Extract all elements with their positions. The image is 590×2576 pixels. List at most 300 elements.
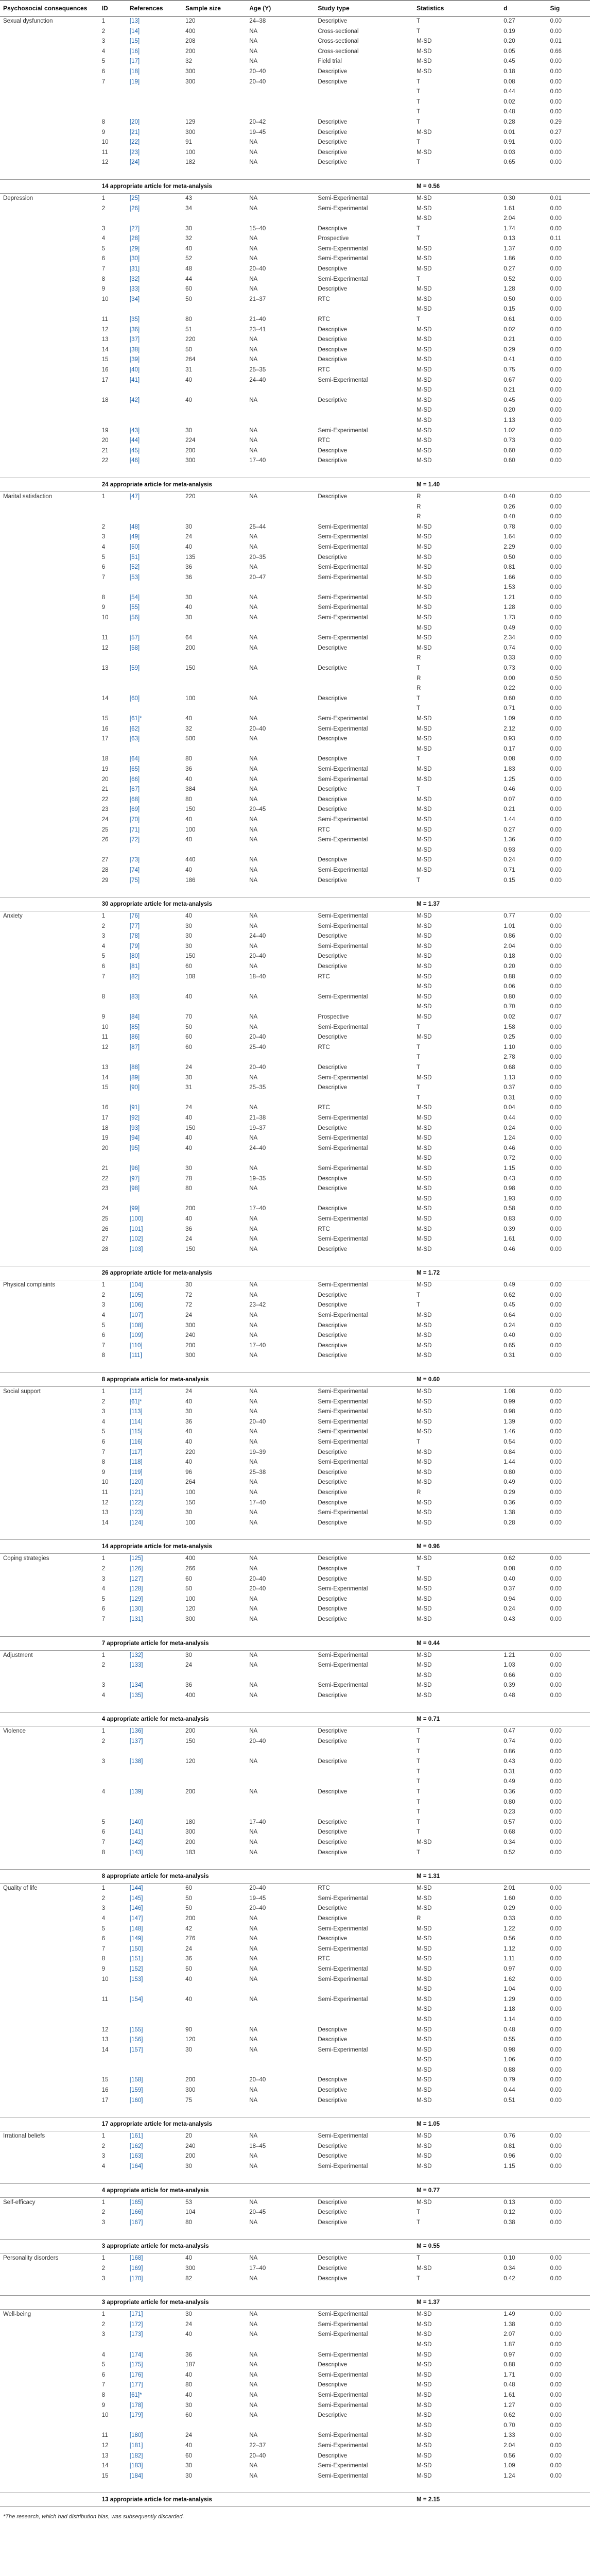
references-cell[interactable]: [173] xyxy=(129,2331,143,2338)
references-cell[interactable]: [85] xyxy=(129,1024,140,1030)
sig-cell: 0.00 xyxy=(550,1799,562,1805)
study-type-cell xyxy=(315,2055,413,2065)
references-cell[interactable] xyxy=(127,2015,182,2025)
references-cell[interactable]: [73] xyxy=(129,857,140,863)
references-cell[interactable] xyxy=(127,107,182,117)
references-cell[interactable] xyxy=(127,1194,182,1205)
references-cell[interactable]: [88] xyxy=(129,1064,140,1071)
statistics-cell: M-SD xyxy=(417,397,432,403)
references-cell[interactable]: [101] xyxy=(129,1226,143,1232)
references-cell[interactable]: [63] xyxy=(129,736,140,742)
references-cell[interactable]: [37] xyxy=(129,336,140,343)
references-cell[interactable]: [116] xyxy=(129,1439,143,1445)
references-cell[interactable]: [144] xyxy=(129,1885,143,1892)
references-cell[interactable]: [148] xyxy=(129,1925,143,1932)
references-cell[interactable]: [174] xyxy=(129,2351,143,2358)
references-cell[interactable]: [48] xyxy=(129,523,140,530)
references-cell[interactable]: [125] xyxy=(129,1555,143,1562)
sig-cell: 0.00 xyxy=(550,1155,562,1162)
references-cell[interactable]: [55] xyxy=(129,604,140,611)
references-cell[interactable]: [78] xyxy=(129,933,140,940)
references-cell[interactable] xyxy=(127,304,182,315)
references-cell[interactable]: [128] xyxy=(129,1586,143,1592)
consequence-cell xyxy=(0,275,99,285)
references-cell[interactable]: [100] xyxy=(129,1215,143,1222)
references-cell[interactable]: [129] xyxy=(129,1596,143,1602)
consequence-cell xyxy=(0,1944,99,1955)
references-cell[interactable]: [89] xyxy=(129,1074,140,1081)
references-cell[interactable]: [83] xyxy=(129,993,140,1000)
sig-cell: 0.27 xyxy=(550,129,562,135)
age-cell xyxy=(246,2340,315,2350)
references-cell[interactable]: [92] xyxy=(129,1114,140,1121)
references-cell[interactable] xyxy=(127,2340,182,2350)
references-cell[interactable]: [135] xyxy=(129,1692,143,1699)
references-cell[interactable]: [126] xyxy=(129,1565,143,1572)
references-cell[interactable]: [139] xyxy=(129,1789,143,1795)
references-cell[interactable]: [142] xyxy=(129,1839,143,1845)
references-cell[interactable]: [79] xyxy=(129,943,140,950)
references-cell[interactable]: [62] xyxy=(129,725,140,732)
references-cell[interactable]: [114] xyxy=(129,1418,143,1425)
references-cell[interactable] xyxy=(127,1154,182,1164)
sample-size-cell: 50 xyxy=(185,346,192,353)
references-cell[interactable]: [103] xyxy=(129,1246,143,1252)
references-cell[interactable]: [104] xyxy=(129,1282,143,1289)
statistics-cell: M-SD xyxy=(417,2362,432,2368)
references-cell[interactable]: [72] xyxy=(129,837,140,843)
references-cell[interactable]: [39] xyxy=(129,357,140,363)
references-cell[interactable]: [179] xyxy=(129,2412,143,2419)
references-cell[interactable]: [45] xyxy=(129,447,140,454)
references-cell[interactable]: [164] xyxy=(129,2163,143,2170)
id-cell xyxy=(99,107,127,117)
references-cell[interactable] xyxy=(127,385,182,396)
references-cell[interactable] xyxy=(127,97,182,108)
references-cell[interactable]: [38] xyxy=(129,346,140,353)
references-cell[interactable]: [29] xyxy=(129,245,140,252)
references-cell[interactable]: [110] xyxy=(129,1342,143,1349)
references-cell[interactable]: [31] xyxy=(129,266,140,273)
references-cell[interactable]: [166] xyxy=(129,2209,143,2216)
study-type-cell: Semi-Experimental xyxy=(318,2402,368,2409)
references-cell[interactable]: [57] xyxy=(129,635,140,641)
references-cell[interactable]: [171] xyxy=(129,2311,143,2318)
d-cell: 0.58 xyxy=(504,1206,515,1212)
consequence-cell xyxy=(0,2055,99,2065)
references-cell[interactable]: [170] xyxy=(129,2275,143,2282)
references-cell[interactable]: [60] xyxy=(129,695,140,702)
age-cell: NA xyxy=(249,635,258,641)
study-type-cell: Semi-Experimental xyxy=(318,615,368,621)
references-cell[interactable]: [109] xyxy=(129,1332,143,1339)
references-cell[interactable]: [52] xyxy=(129,564,140,571)
references-cell[interactable]: [15] xyxy=(129,38,140,45)
id-cell: 11 xyxy=(101,1489,108,1496)
references-cell[interactable]: [183] xyxy=(129,2463,143,2469)
references-cell[interactable]: [35] xyxy=(129,316,140,323)
id-cell: 21 xyxy=(101,447,109,454)
references-cell[interactable]: [154] xyxy=(129,1996,143,2003)
references-cell[interactable]: [124] xyxy=(129,1519,143,1526)
d-cell: 0.80 xyxy=(504,1469,515,1476)
sample-size-cell xyxy=(182,583,246,593)
references-cell[interactable]: [106] xyxy=(129,1302,143,1309)
references-cell[interactable]: [102] xyxy=(129,1236,143,1243)
references-cell[interactable]: [121] xyxy=(129,1489,143,1496)
references-cell[interactable]: [25] xyxy=(129,195,140,201)
references-cell[interactable]: [24] xyxy=(129,159,140,166)
references-cell[interactable] xyxy=(127,2005,182,2015)
references-cell[interactable]: [54] xyxy=(129,594,140,601)
references-cell[interactable]: [28] xyxy=(129,235,140,242)
references-cell[interactable]: [21] xyxy=(129,129,140,135)
references-cell[interactable]: [66] xyxy=(129,776,140,783)
references-cell[interactable] xyxy=(127,416,182,426)
age-cell xyxy=(246,2015,315,2025)
age-cell: NA xyxy=(249,1388,258,1395)
references-cell[interactable]: [13] xyxy=(129,18,140,24)
age-cell: NA xyxy=(249,816,258,823)
references-cell[interactable] xyxy=(127,512,182,522)
references-cell[interactable]: [115] xyxy=(129,1429,143,1435)
d-cell: 2.34 xyxy=(504,635,515,641)
references-cell[interactable] xyxy=(127,214,182,224)
references-cell[interactable] xyxy=(127,845,182,856)
statistics-cell: M-SD xyxy=(417,1409,432,1415)
d-cell: 0.41 xyxy=(504,357,515,363)
references-cell[interactable]: [95] xyxy=(129,1145,140,1151)
references-cell[interactable]: [61]* xyxy=(129,716,142,722)
references-cell[interactable] xyxy=(127,1767,182,1777)
references-cell[interactable] xyxy=(127,982,182,992)
sig-cell: 0.00 xyxy=(550,1945,562,1952)
references-cell[interactable]: [69] xyxy=(129,806,140,813)
references-cell[interactable]: [123] xyxy=(129,1510,143,1516)
references-cell[interactable]: [43] xyxy=(129,427,140,434)
d-cell: 0.06 xyxy=(504,984,515,990)
study-type-cell: Descriptive xyxy=(318,877,348,884)
study-type-cell: Descriptive xyxy=(318,1489,348,1496)
references-cell[interactable]: [169] xyxy=(129,2265,143,2272)
references-cell[interactable]: [61]* xyxy=(129,2392,142,2398)
group-mean: M = 0.60 xyxy=(413,1373,590,1387)
statistics-cell: M-SD xyxy=(417,48,432,55)
d-cell: 2.78 xyxy=(504,1054,515,1061)
references-cell[interactable]: [131] xyxy=(129,1616,143,1622)
references-cell[interactable]: [64] xyxy=(129,756,140,762)
references-cell[interactable]: [177] xyxy=(129,2382,143,2388)
references-cell[interactable] xyxy=(127,87,182,97)
age-cell: NA xyxy=(249,2133,258,2140)
sample-size-cell: 80 xyxy=(185,2219,192,2226)
study-type-cell: Semi-Experimental xyxy=(318,2442,368,2449)
references-cell[interactable]: [111] xyxy=(129,1352,142,1359)
sig-cell: 0.00 xyxy=(550,1206,562,1212)
references-cell[interactable]: [81] xyxy=(129,963,140,970)
age-cell: NA xyxy=(249,58,258,65)
references-cell[interactable]: [80] xyxy=(129,953,140,960)
references-cell[interactable] xyxy=(127,405,182,416)
consequence-cell xyxy=(0,2208,99,2218)
references-cell[interactable]: [26] xyxy=(129,205,140,212)
references-cell[interactable]: [178] xyxy=(129,2402,143,2409)
references-cell[interactable]: [44] xyxy=(129,437,140,444)
age-cell: NA xyxy=(249,2331,258,2338)
sample-size-cell: 30 xyxy=(185,2311,192,2318)
group-summary: 3 appropriate article for meta-analysis xyxy=(99,2296,413,2310)
consequence-cell xyxy=(0,2471,99,2482)
references-cell[interactable] xyxy=(127,1807,182,1818)
references-cell[interactable]: [82] xyxy=(129,973,140,980)
references-cell[interactable]: [136] xyxy=(129,1728,143,1735)
sig-cell: 0.00 xyxy=(550,1236,562,1243)
references-cell[interactable]: [76] xyxy=(129,913,140,920)
references-cell[interactable]: [184] xyxy=(129,2472,143,2479)
references-cell[interactable]: [156] xyxy=(129,2037,143,2043)
references-cell[interactable]: [56] xyxy=(129,615,140,621)
d-cell: 0.27 xyxy=(504,266,515,273)
references-cell[interactable]: [98] xyxy=(129,1185,140,1192)
consequence-cell xyxy=(0,295,99,305)
sig-cell: 0.00 xyxy=(550,2362,562,2368)
references-cell[interactable]: [143] xyxy=(129,1849,143,1856)
references-cell[interactable]: [90] xyxy=(129,1084,140,1091)
references-cell[interactable]: [118] xyxy=(129,1459,143,1466)
references-cell[interactable] xyxy=(127,623,182,634)
references-cell[interactable]: [112] xyxy=(129,1388,143,1395)
id-cell: 11 xyxy=(101,635,108,641)
references-cell[interactable]: [58] xyxy=(129,645,140,651)
references-cell[interactable] xyxy=(127,1093,182,1104)
id-cell: 1 xyxy=(101,18,106,24)
references-cell[interactable]: [94] xyxy=(129,1135,140,1142)
references-cell[interactable]: [117] xyxy=(129,1449,143,1455)
statistics-cell: T xyxy=(417,28,421,35)
statistics-cell: T xyxy=(417,695,421,702)
references-cell[interactable]: [75] xyxy=(129,877,140,884)
age-cell: 20–40 xyxy=(249,1905,266,1912)
references-cell[interactable]: [40] xyxy=(129,367,140,373)
references-cell[interactable]: [42] xyxy=(129,397,140,403)
references-cell[interactable]: [140] xyxy=(129,1819,143,1825)
references-cell[interactable]: [153] xyxy=(129,1976,143,1982)
references-cell[interactable]: [84] xyxy=(129,1014,140,1021)
sample-size-cell: 80 xyxy=(185,756,192,762)
study-type-cell: Prospective xyxy=(318,1014,349,1021)
references-cell[interactable]: [147] xyxy=(129,1915,143,1922)
references-cell[interactable] xyxy=(127,1053,182,1063)
table-row xyxy=(0,563,590,573)
references-cell[interactable]: [159] xyxy=(129,2087,143,2094)
references-cell[interactable] xyxy=(127,1747,182,1757)
references-cell[interactable]: [132] xyxy=(129,1652,143,1658)
table-row xyxy=(0,1777,590,1787)
references-cell[interactable] xyxy=(127,502,182,513)
d-cell: 0.79 xyxy=(504,2077,515,2083)
references-cell[interactable]: [175] xyxy=(129,2362,143,2368)
references-cell[interactable]: [22] xyxy=(129,139,140,146)
references-cell[interactable]: [157] xyxy=(129,2046,143,2053)
references-cell[interactable]: [107] xyxy=(129,1312,143,1319)
id-cell xyxy=(99,1777,127,1787)
references-cell[interactable]: [182] xyxy=(129,2452,143,2459)
references-cell[interactable] xyxy=(127,704,182,714)
references-cell[interactable]: [138] xyxy=(129,1758,143,1765)
references-cell[interactable]: [150] xyxy=(129,1945,143,1952)
references-cell[interactable]: [141] xyxy=(129,1829,143,1836)
references-cell[interactable] xyxy=(127,1985,182,1995)
references-cell[interactable]: [47] xyxy=(129,493,140,500)
references-cell[interactable]: [74] xyxy=(129,867,140,873)
references-cell[interactable] xyxy=(127,2055,182,2065)
references-cell[interactable] xyxy=(127,1777,182,1787)
references-cell[interactable] xyxy=(127,653,182,664)
sig-cell: 0.00 xyxy=(550,635,562,641)
references-cell[interactable]: [152] xyxy=(129,1965,143,1972)
references-cell[interactable]: [151] xyxy=(129,1956,143,1962)
references-cell[interactable]: [130] xyxy=(129,1606,143,1613)
group-summary-row xyxy=(0,2493,590,2507)
references-cell[interactable]: [18] xyxy=(129,68,140,75)
study-type-cell: Descriptive xyxy=(318,2362,348,2368)
sample-size-cell: 150 xyxy=(185,1246,196,1252)
id-cell: 1 xyxy=(101,2133,106,2140)
sample-size-cell: 42 xyxy=(185,1925,192,1932)
references-cell[interactable]: [67] xyxy=(129,786,140,793)
references-cell[interactable]: [46] xyxy=(129,457,140,464)
references-cell[interactable]: [105] xyxy=(129,1292,143,1298)
references-cell[interactable]: [120] xyxy=(129,1479,143,1486)
references-cell[interactable]: [176] xyxy=(129,2371,143,2378)
references-cell[interactable]: [113] xyxy=(129,1409,143,1415)
consequence-cell xyxy=(0,1063,99,1073)
id-cell xyxy=(99,1985,127,1995)
sample-size-cell: 30 xyxy=(185,2046,192,2053)
references-cell[interactable]: [168] xyxy=(129,2255,143,2262)
consequence-cell xyxy=(0,37,99,47)
references-cell[interactable] xyxy=(127,684,182,694)
references-cell[interactable]: [32] xyxy=(129,276,140,282)
references-cell[interactable]: [51] xyxy=(129,554,140,561)
references-cell[interactable] xyxy=(127,2421,182,2431)
references-cell[interactable] xyxy=(127,744,182,755)
study-type-cell xyxy=(315,704,413,714)
references-cell[interactable]: [19] xyxy=(129,78,140,85)
references-cell[interactable]: [49] xyxy=(129,534,140,540)
references-cell[interactable]: [155] xyxy=(129,2026,143,2033)
d-cell: 0.71 xyxy=(504,705,515,712)
references-cell[interactable] xyxy=(127,1671,182,1681)
sample-size-cell xyxy=(182,1798,246,1808)
references-cell[interactable] xyxy=(127,2065,182,2076)
references-cell[interactable]: [30] xyxy=(129,256,140,262)
id-cell: 11 xyxy=(101,1996,108,2003)
table-row xyxy=(0,1827,590,1838)
references-cell[interactable]: [61]* xyxy=(129,1398,142,1405)
references-cell[interactable]: [68] xyxy=(129,796,140,803)
references-cell[interactable]: [20] xyxy=(129,118,140,125)
references-cell[interactable]: [91] xyxy=(129,1105,140,1111)
references-cell[interactable]: [108] xyxy=(129,1322,143,1329)
references-cell[interactable]: [70] xyxy=(129,816,140,823)
references-cell[interactable]: [50] xyxy=(129,544,140,550)
references-cell[interactable]: [93] xyxy=(129,1125,140,1131)
id-cell: 1 xyxy=(101,1885,106,1892)
study-type-cell xyxy=(315,405,413,416)
references-cell[interactable]: [134] xyxy=(129,1682,143,1689)
sig-cell: 0.00 xyxy=(550,1728,562,1735)
statistics-cell: M-SD xyxy=(417,2341,432,2348)
sample-size-cell: 186 xyxy=(185,877,196,884)
references-cell[interactable]: [145] xyxy=(129,1895,143,1902)
references-cell[interactable]: [96] xyxy=(129,1165,140,1172)
sig-cell: 0.00 xyxy=(550,1282,562,1289)
table-row xyxy=(0,1407,590,1417)
references-cell[interactable]: [149] xyxy=(129,1936,143,1942)
references-cell[interactable]: [27] xyxy=(129,225,140,232)
statistics-cell: M-SD xyxy=(417,437,432,444)
references-cell[interactable]: [163] xyxy=(129,2153,143,2160)
references-cell[interactable]: [181] xyxy=(129,2442,143,2449)
references-cell[interactable]: [127] xyxy=(129,1575,143,1582)
references-cell[interactable]: [97] xyxy=(129,1175,140,1182)
references-cell[interactable]: [172] xyxy=(129,2321,143,2328)
references-cell[interactable]: [137] xyxy=(129,1738,143,1745)
statistics-cell: T xyxy=(417,1565,421,1572)
references-cell[interactable] xyxy=(127,674,182,684)
references-cell[interactable]: [165] xyxy=(129,2199,143,2206)
references-cell[interactable]: [71] xyxy=(129,826,140,833)
references-cell[interactable]: [33] xyxy=(129,286,140,293)
references-cell[interactable]: [99] xyxy=(129,1206,140,1212)
statistics-cell: M-SD xyxy=(417,1125,432,1131)
references-cell[interactable]: [162] xyxy=(129,2143,143,2149)
references-cell[interactable]: [161] xyxy=(129,2133,143,2140)
consequence-cell xyxy=(0,2065,99,2076)
references-cell[interactable]: [160] xyxy=(129,2097,143,2104)
references-cell[interactable]: [158] xyxy=(129,2077,143,2083)
references-cell[interactable]: [41] xyxy=(129,377,140,383)
references-cell[interactable]: [17] xyxy=(129,58,140,65)
references-cell[interactable]: [133] xyxy=(129,1662,143,1669)
consequence-cell: Violence xyxy=(3,1728,26,1735)
references-cell[interactable]: [59] xyxy=(129,665,140,672)
references-cell[interactable]: [23] xyxy=(129,149,140,156)
references-cell[interactable] xyxy=(127,1002,182,1012)
references-cell[interactable]: [87] xyxy=(129,1044,140,1050)
references-cell[interactable]: [77] xyxy=(129,923,140,929)
references-cell[interactable] xyxy=(127,1798,182,1808)
references-cell[interactable]: [146] xyxy=(129,1905,143,1912)
references-cell[interactable]: [86] xyxy=(129,1034,140,1041)
d-cell: 0.02 xyxy=(504,98,515,105)
references-cell[interactable]: [180] xyxy=(129,2432,143,2439)
references-cell[interactable]: [14] xyxy=(129,28,140,35)
references-cell[interactable]: [65] xyxy=(129,766,140,772)
references-cell[interactable]: [16] xyxy=(129,48,140,55)
references-cell[interactable]: [167] xyxy=(129,2219,143,2226)
references-cell[interactable]: [53] xyxy=(129,574,140,581)
references-cell[interactable] xyxy=(127,583,182,593)
d-cell: 0.52 xyxy=(504,276,515,282)
references-cell[interactable]: [34] xyxy=(129,296,140,302)
study-type-cell: Semi-Experimental xyxy=(318,2432,368,2439)
references-cell[interactable]: [122] xyxy=(129,1499,143,1506)
references-cell[interactable]: [119] xyxy=(129,1469,143,1476)
references-cell[interactable]: [36] xyxy=(129,326,140,333)
sig-cell: 0.00 xyxy=(550,1555,562,1562)
